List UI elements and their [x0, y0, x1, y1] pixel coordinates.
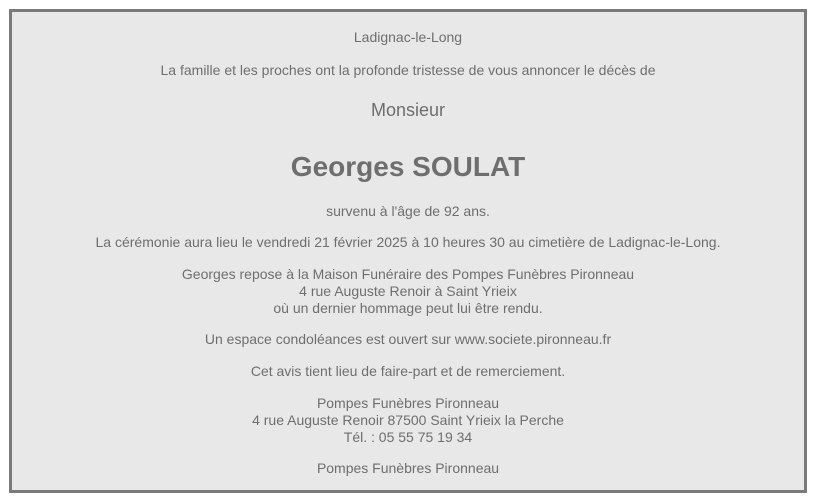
funeral-home-address: 4 rue Auguste Renoir 87500 Saint Yrieix la Perche	[252, 412, 564, 428]
funeral-home-phone: Tél. : 05 55 75 19 34	[343, 429, 473, 445]
condolences-text: Un espace condoléances est ouvert sur www.societe.pironneau.fr	[204, 331, 612, 347]
deceased-name: Georges SOULAT	[290, 151, 526, 182]
ceremony-text: La cérémonie aura lieu le vendredi 21 février 2025 à 10 heures 30 au cimetière de Ladignac-le-Long.	[95, 234, 721, 250]
age-text: survenu à l'âge de 92 ans.	[326, 203, 490, 219]
town-heading: Ladignac-le-Long	[353, 29, 463, 45]
faire-part-text: Cet avis tient lieu de faire-part et de remerciement.	[250, 363, 566, 379]
civility: Monsieur	[370, 100, 446, 120]
funeral-home-name: Pompes Funèbres Pironneau	[316, 395, 500, 411]
signature: Pompes Funèbres Pironneau	[316, 460, 500, 476]
repose-line-2: 4 rue Auguste Renoir à Saint Yrieix	[299, 283, 517, 299]
repose-line-1: Georges repose à la Maison Funéraire des Pompes Funèbres Pironneau	[181, 266, 635, 282]
repose-line-3: où un dernier hommage peut lui être rendu.	[273, 300, 543, 316]
intro-text: La famille et les proches ont la profonde tristesse de vous annoncer le décès de	[160, 62, 656, 78]
obituary-notice-card	[9, 9, 807, 493]
